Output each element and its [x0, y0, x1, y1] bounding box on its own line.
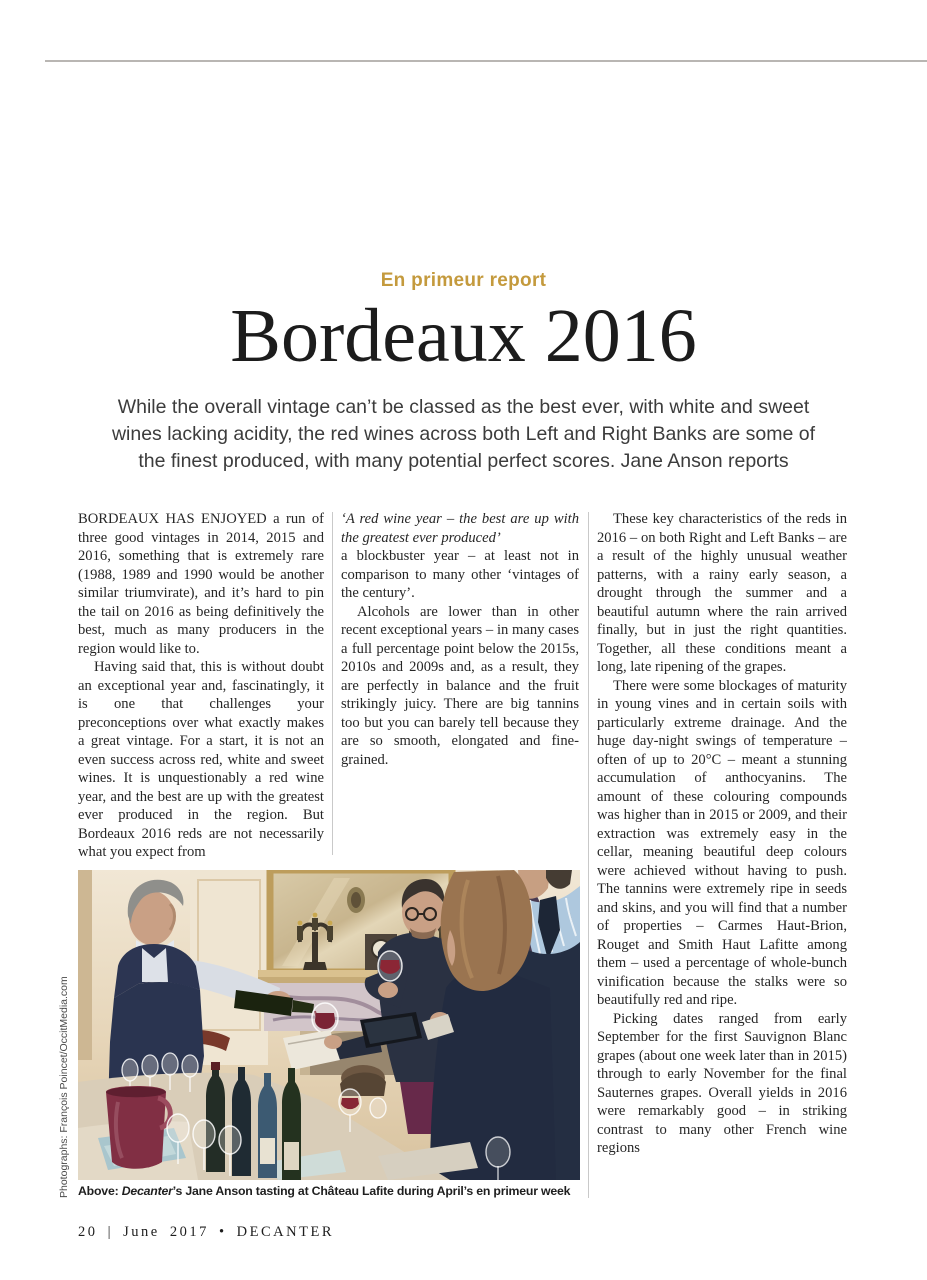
wine-tasting-photo-illustration — [78, 870, 580, 1180]
paragraph: Alcohols are lower than in other recent exceptional years – in many cases a full percentage point below the 2015s, 2010s and 2009s and, as a result, they are perfectly in balance and the fruit strikingly juicy. There are big tannins too but you can barely tell because they are so smooth, elongated and fine-grained. — [341, 603, 579, 768]
spittoon-bucket — [106, 1086, 170, 1169]
kicker: En primeur report — [380, 270, 547, 291]
page-title: Bordeaux 2016 — [230, 294, 697, 378]
column-divider-2 — [588, 512, 589, 1198]
caption-text: ’s Jane Anson tasting at Château Lafite during April’s en primeur week — [172, 1184, 571, 1198]
top-rule — [45, 60, 927, 62]
photographer-credit: Photographs: François Poincet/OccitMedia.com — [58, 976, 70, 1198]
article-photo — [78, 870, 580, 1180]
pull-quote: ‘A red wine year – the best are up with the greatest ever produced’ — [341, 511, 579, 546]
paragraph: Having said that, this is without doubt an exceptional year and, fascinatingly, it is one that challenges your preconceptions over what exactly makes a great vintage. For a start, it is not an even success across red, white and sweet wines. It is unquestionably a red wine year, and the best are up with the greatest ever produced in the region. But Bordeaux 2016 reds are not necessarily what you expect from — [78, 659, 324, 860]
column-divider-1 — [332, 512, 333, 855]
page-footer: 20 | June 2017 • DECANTER — [78, 1224, 335, 1240]
caption-magazine-name: Decanter — [121, 1184, 173, 1198]
paragraph: a blockbuster year – at least not in comparison to many other ‘vintages of the century’. — [341, 548, 579, 601]
paragraph: There were some blockages of maturity in young vines and in certain soils with particularly extreme drainage. And the huge day-night swings of temperature – often of up to 20°C – meant a stunning accumulation of anthocyanins. The amount of these colouring compounds was higher than in 2015 or 2009, and their extraction was extremely easy in the cellar, meaning beautiful deep colours were achieved without having to push. The tannins were extremely ripe in seeds and skins, and you will find that a number of properties – Carmes Haut-Brion, Rouget and Smith Haut Lafitte among them – used a percentage of whole-bunch vinification because the stalks were so beautifully red and ripe. — [597, 677, 847, 1008]
caption-prefix: Above: — [78, 1184, 122, 1198]
paragraph: Picking dates ranged from early September for the first Sauvignon Blanc grapes (about one week later than in 2015) through to early November for the final Sauternes grapes. Overall yields in 2016 were remarkably good – in striking contrast to many other French wine regions — [597, 1010, 847, 1156]
photo-caption — [78, 1184, 584, 1198]
body-column-2 — [341, 510, 579, 862]
body-column-1 — [78, 510, 324, 862]
body-column-3 — [597, 510, 847, 1200]
paragraph: These key characteristics of the reds in 2016 – on both Right and Left Banks – are a result of the highly unusual weather patterns, with a rainy early season, a drought through the summer and a beautiful autumn where the rain arrived finally, but in just the right quantities. Together, all these conditions meant a long, late ripening of the grapes. — [597, 511, 847, 675]
standfirst: While the overall vintage can’t be classed as the best ever, with white and sweet wines lacking acidity, the red wines across both Left and Right Banks are some of the finest produced, with many potential perfect scores. Jane Anson reports — [111, 396, 816, 472]
paragraph: BORDEAUX HAS ENJOYED a run of three good vintages in 2014, 2015 and 2016, something that is extremely rare (1988, 1989 and 1990 would be another similar triumvirate), and it’s hard to pin the tail on 2016 as being definitively the best, much as many producers in the region would like to. — [78, 511, 324, 657]
